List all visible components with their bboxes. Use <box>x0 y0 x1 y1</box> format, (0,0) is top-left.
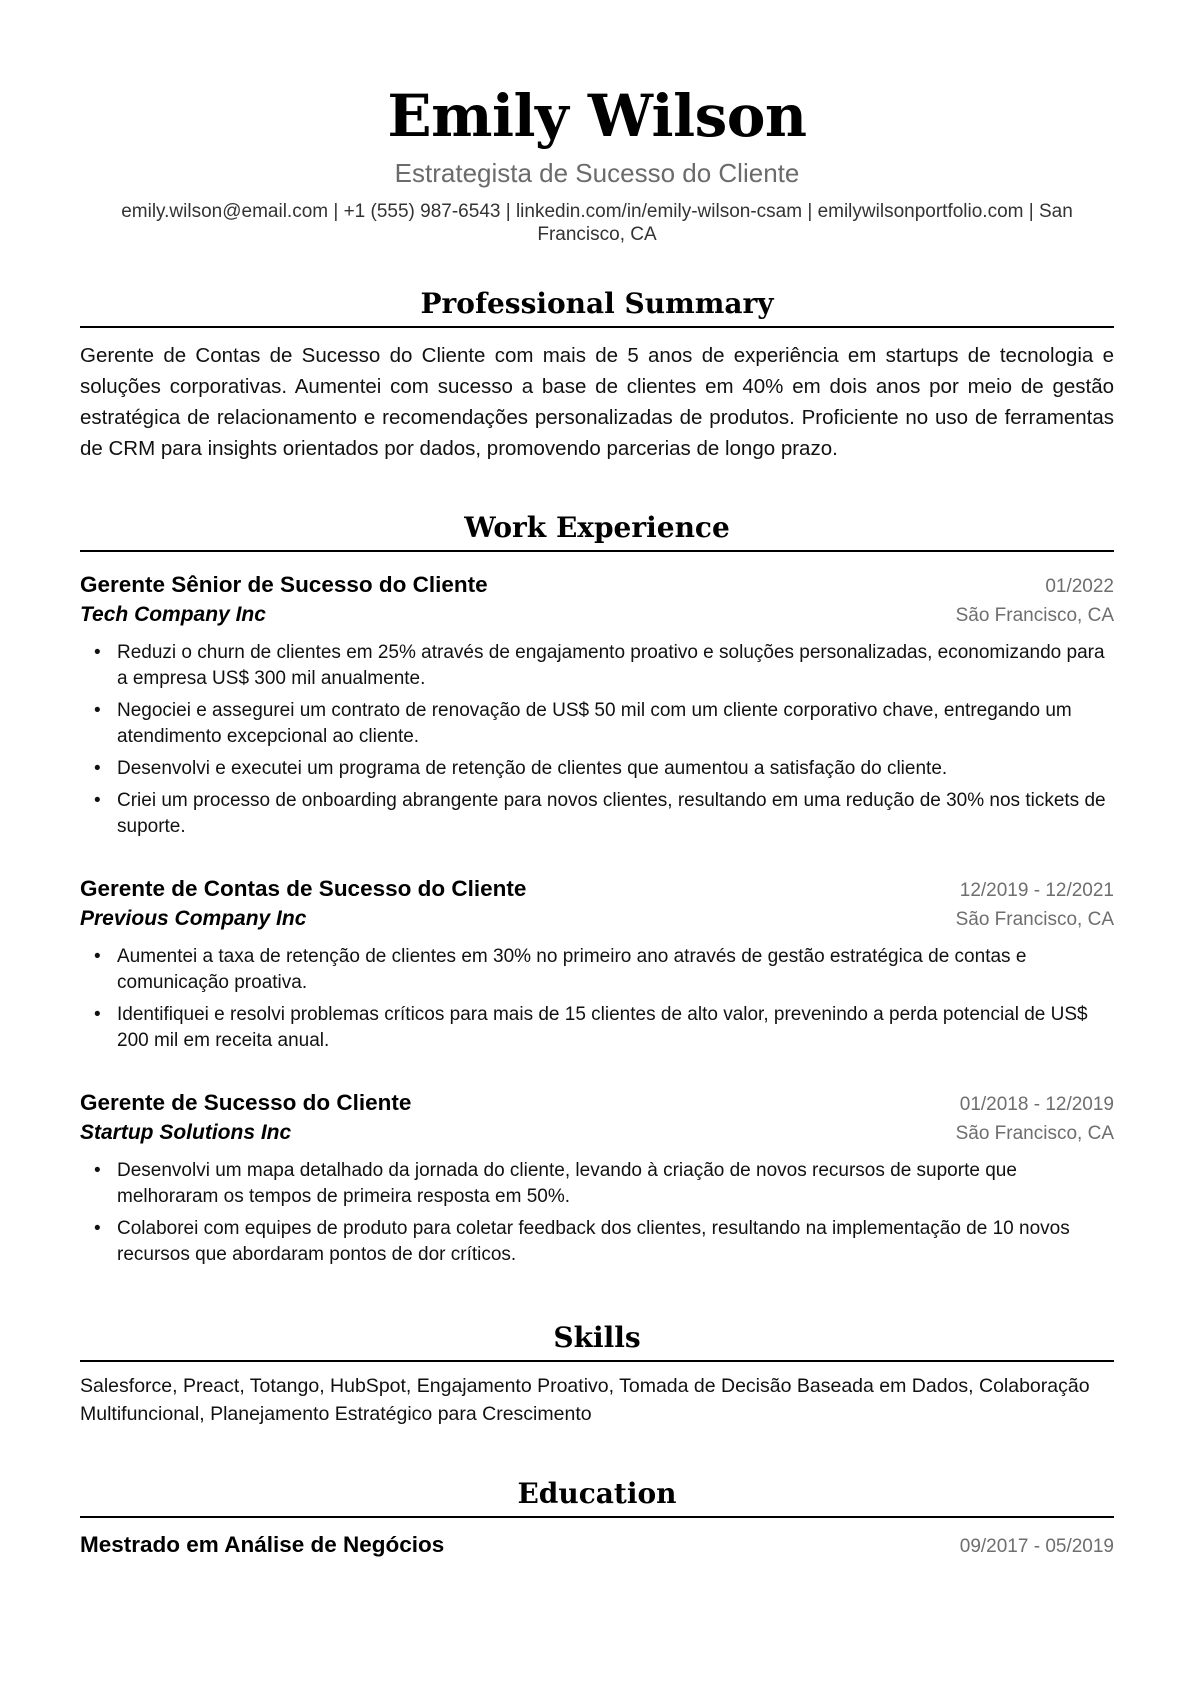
summary-text: Gerente de Contas de Sucesso do Cliente com mais de 5 anos de experiência em startups de tecnologia e soluções corporativas. Aumentei com sucesso a base de clientes em 40% em dois anos por meio de gestão estratégica de relacionamento e recomendações personalizadas de produtos. Proficiente no uso de ferramentas de CRM para insights orientados por dados, promovendo parcerias de longo prazo. <box>80 344 1114 460</box>
job-date: 12/2019 - 12/2021 <box>959 880 1114 901</box>
candidate-name: Emily Wilson <box>387 82 807 150</box>
job-bullets <box>80 640 1114 840</box>
bullet-item: • Desenvolvi um mapa detalhado da jornada do cliente, levando à criação de novos recursos de suporte que melhoraram os tempos de primeira resposta em 50%. <box>80 1158 1114 1210</box>
resume-page <box>80 0 1114 1560</box>
contact-line: emily.wilson@email.com | +1 (555) 987-6543 | linkedin.com/in/emily-wilson-csam | emilywilsonportfolio.com | San Francisco, CA <box>121 201 1073 245</box>
company-name: Startup Solutions Inc <box>80 1121 292 1144</box>
summary-heading: Professional Summary <box>80 286 1114 328</box>
bullet-item: • Negociei e assegurei um contrato de renovação de US$ 50 mil com um cliente corporativo chave, entregando um atendimento excepcional ao cliente. <box>80 698 1114 750</box>
company-name: Tech Company Inc <box>80 603 266 626</box>
summary-section <box>80 286 1114 464</box>
bullet-item: • Reduzi o churn de clientes em 25% através de engajamento proativo e soluções personalizadas, economizando para a empresa US$ 300 mil anualmente. <box>80 640 1114 692</box>
job-bullets <box>80 944 1114 1054</box>
work-experience-heading: Work Experience <box>80 510 1114 552</box>
job-location: São Francisco, CA <box>955 605 1114 626</box>
skills-section <box>80 1320 1114 1428</box>
degree-name: Mestrado em Análise de Negócios <box>80 1532 445 1557</box>
job-entry <box>80 1088 1114 1268</box>
job-location: São Francisco, CA <box>955 1123 1114 1144</box>
candidate-title: Estrategista de Sucesso do Cliente <box>394 158 800 188</box>
education-heading: Education <box>80 1476 1114 1518</box>
job-bullets <box>80 1158 1114 1268</box>
job-date: 01/2022 <box>1045 576 1114 597</box>
company-name: Previous Company Inc <box>80 907 307 930</box>
job-title: Gerente de Sucesso do Cliente <box>80 1090 412 1115</box>
bullet-item: • Identifiquei e resolvi problemas críticos para mais de 15 clientes de alto valor, prevenindo a perda potencial de US$ 200 mil em receita anual. <box>80 1002 1114 1054</box>
education-date: 09/2017 - 05/2019 <box>959 1536 1114 1557</box>
resume-header <box>80 0 1114 246</box>
job-entry <box>80 570 1114 840</box>
skills-text: Salesforce, Preact, Totango, HubSpot, Engajamento Proativo, Tomada de Decisão Baseada em Dados, Colaboração Multifuncional, Planejamento Estratégico para Crescimento <box>80 1375 1090 1425</box>
bullet-item: • Colaborei com equipes de produto para coletar feedback dos clientes, resultando na implementação de 10 novos recursos que abordaram pontos de dor críticos. <box>80 1216 1114 1268</box>
bullet-item: • Criei um processo de onboarding abrangente para novos clientes, resultando em uma redução de 30% nos tickets de suporte. <box>80 788 1114 840</box>
job-entry <box>80 874 1114 1054</box>
skills-heading: Skills <box>80 1320 1114 1362</box>
work-experience-section <box>80 510 1114 1268</box>
education-section <box>80 1476 1114 1560</box>
education-entry <box>80 1530 1114 1560</box>
job-title: Gerente Sênior de Sucesso do Cliente <box>80 572 488 597</box>
bullet-item: • Aumentei a taxa de retenção de clientes em 30% no primeiro ano através de gestão estratégica de contas e comunicação proativa. <box>80 944 1114 996</box>
job-title: Gerente de Contas de Sucesso do Cliente <box>80 876 527 901</box>
job-location: São Francisco, CA <box>955 909 1114 930</box>
bullet-item: • Desenvolvi e executei um programa de retenção de clientes que aumentou a satisfação do cliente. <box>80 756 1114 782</box>
job-date: 01/2018 - 12/2019 <box>959 1094 1114 1115</box>
